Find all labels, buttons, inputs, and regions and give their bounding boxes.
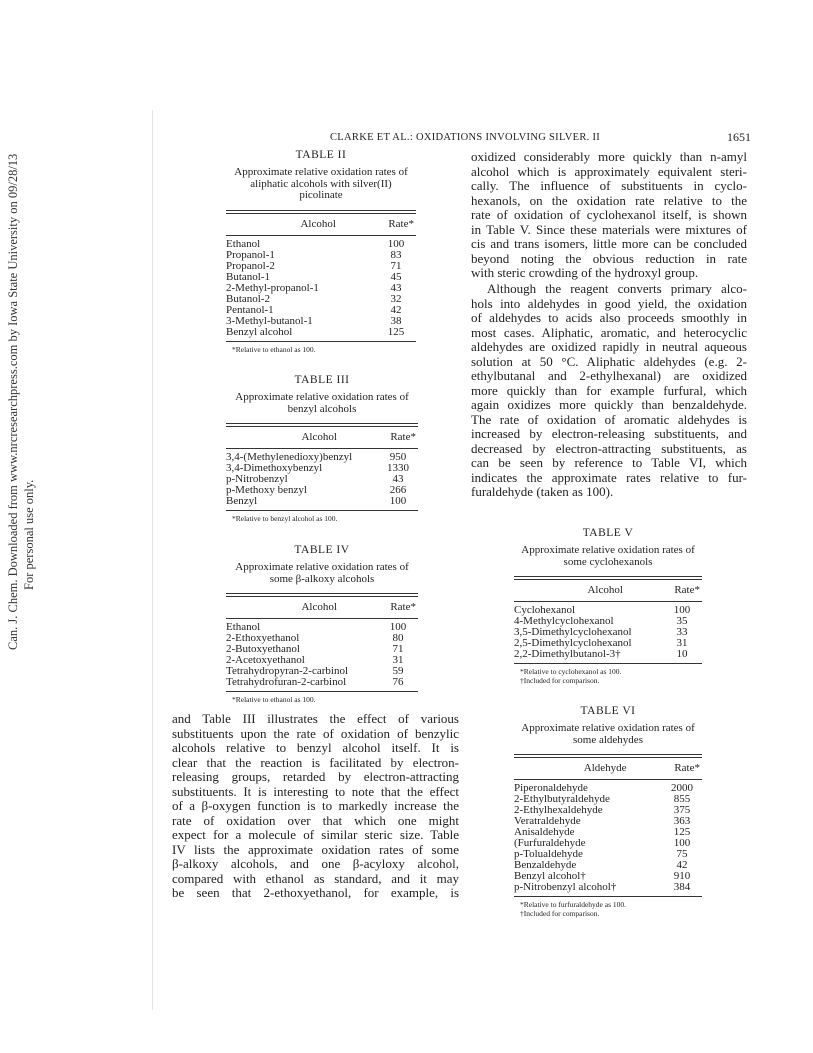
row-rate: 33	[676, 626, 688, 638]
table-footnotes	[226, 514, 418, 523]
row-rate: 32	[390, 292, 402, 305]
text-line: cis and trans isomers, little more can be concluded	[471, 236, 747, 251]
text-line: rate of oxidation over that which one might	[172, 812, 459, 828]
download-notice-line-2: For personal use only.	[22, 479, 36, 590]
row-name: (Furfuraldehyde	[514, 837, 586, 849]
table-title: TABLE II	[295, 149, 347, 161]
table-body	[514, 783, 702, 893]
table-title: TABLE VI	[580, 705, 636, 717]
row-rate: 43	[392, 473, 404, 485]
row-rate: 266	[389, 484, 407, 496]
table-row	[514, 649, 702, 660]
row-rate: 42	[676, 859, 688, 871]
table-header-rule	[226, 618, 418, 619]
table-header-rule	[514, 601, 702, 602]
row-name: Benzyl	[226, 495, 258, 507]
table-header-rule	[226, 235, 416, 236]
table-bottom-rule	[514, 896, 702, 897]
table-header-row	[226, 427, 418, 448]
row-name: 2-Acetoxyethanol	[226, 654, 305, 666]
text-line: decreased by electron-attracting substituents, as	[471, 440, 747, 456]
row-name: 2-Methyl-propanol-1	[226, 281, 319, 294]
table-bottom-rule	[226, 510, 418, 511]
text-line: can be seen by reference to Table VI, which	[471, 455, 747, 470]
text-line: hols into aldehydes in good yield, the oxidation	[471, 295, 747, 311]
row-rate: 125	[387, 325, 405, 338]
row-rate: 42	[390, 303, 402, 316]
row-name: 2-Ethylbutyraldehyde	[514, 793, 610, 805]
column-header-name: Alcohol	[300, 217, 336, 230]
table-title: TABLE V	[582, 527, 634, 539]
table-vi	[514, 706, 702, 918]
text-line: more quickly than for example furfural, which	[471, 382, 747, 398]
column-header-name: Alcohol	[301, 601, 337, 613]
table-caption: Approximate relative oxidation rates of benzyl alcohols	[235, 391, 409, 415]
text-line: alcohols relative to benzyl alcohol itself. It is	[172, 740, 459, 755]
row-rate: 855	[673, 793, 691, 805]
row-name: Piperonaldehyde	[514, 782, 588, 794]
text-line: alcohol which is approximately equivalent steri-	[471, 163, 747, 179]
text-line: substituents. It is interesting to note that the effect	[172, 783, 459, 799]
column-header-rate: Rate*	[674, 762, 700, 774]
row-rate: 375	[673, 804, 691, 816]
row-rate: 45	[390, 270, 402, 283]
row-name: p-Tolualdehyde	[514, 848, 583, 860]
table-row	[226, 272, 416, 283]
table-caption: Approximate relative oxidation rates of some aldehydes	[521, 722, 695, 746]
table-v	[514, 528, 702, 685]
table-footnotes	[514, 667, 702, 685]
row-name: Tetrahydropyran-2-carbinol	[226, 665, 349, 677]
table-iv	[226, 545, 418, 704]
row-name: 4-Methylcyclohexanol	[514, 615, 614, 627]
text-line: oxidized considerably more quickly than n-amyl	[471, 149, 747, 164]
table-bottom-rule	[226, 691, 418, 692]
table-row	[226, 316, 416, 327]
table-caption: Approximate relative oxidation rates of some β-alkoxy alcohols	[235, 561, 409, 585]
text-line: substituents upon the rate of oxidation of benzylic	[172, 725, 459, 741]
row-name: Ethanol	[226, 237, 261, 250]
table-footnotes	[226, 345, 416, 354]
table-row	[226, 250, 416, 261]
table-row	[226, 283, 416, 294]
row-rate: 71	[392, 643, 404, 655]
table-title: TABLE IV	[294, 544, 350, 556]
footnote: *Relative to furfuraldehyde as 100.	[520, 900, 627, 909]
column-header-name: Alcohol	[587, 584, 623, 596]
footnote: *Relative to cyclohexanol as 100.	[520, 667, 622, 676]
row-rate: 2000	[671, 782, 693, 794]
table-row	[226, 677, 418, 688]
row-rate: 76	[392, 676, 404, 688]
row-name: Benzyl alcohol†	[514, 870, 586, 882]
table-header-row	[226, 214, 416, 235]
row-name: p-Methoxy benzyl	[226, 484, 307, 496]
row-rate: 363	[673, 815, 691, 827]
table-body	[514, 605, 702, 660]
table-row	[514, 882, 702, 893]
column-header-rate: Rate*	[388, 217, 414, 230]
download-notice	[4, 153, 40, 760]
text-line: hexanols, on the oxidation rate relative to the	[471, 192, 747, 208]
row-name: Anisaldehyde	[514, 826, 575, 838]
text-line: IV lists the approximate oxidation rates of some	[172, 841, 459, 857]
text-line: releasing groups, retarded by electron-attracting	[172, 769, 459, 784]
text-line: indicates the approximate rates relative to fur-	[471, 469, 747, 485]
row-name: 2,5-Dimethylcyclohexanol	[514, 637, 632, 649]
row-name: 3,4-(Methylenedioxy)benzyl	[226, 451, 353, 463]
row-name: 2,2-Dimethylbutanol-3†	[514, 648, 621, 660]
text-line: again oxidizes more quickly than benzaldehyde.	[471, 397, 747, 412]
text-line: solution at 50 °C. Aliphatic aldehydes (e.g. 2-	[471, 353, 747, 369]
table-row	[226, 261, 416, 272]
footnote: †Included for comparison.	[520, 676, 600, 685]
text-line: aldehydes are oxidized rapidly in neutral aqueous	[471, 339, 747, 354]
text-line: The rate of oxidation of aromatic aldehydes is	[471, 411, 747, 427]
text-line: rate of oxidation of cyclohexanol itself, is shown	[471, 207, 747, 222]
row-rate: 384	[673, 881, 691, 893]
table-header-rule	[514, 779, 702, 780]
text-line: be seen that 2-ethoxyethanol, for example, is	[172, 885, 459, 900]
running-header: CLARKE ET AL.: OXIDATIONS INVOLVING SILVER. II	[330, 132, 601, 143]
table-header-row	[226, 597, 418, 618]
row-rate: 100	[673, 837, 691, 849]
row-name: Cyclohexanol	[514, 604, 576, 616]
row-rate: 31	[392, 654, 404, 666]
row-name: 3,4-Dimethoxybenzyl	[226, 462, 323, 474]
row-rate: 80	[392, 632, 404, 644]
page-number: 1651	[727, 130, 751, 144]
table-row	[226, 496, 418, 507]
row-rate: 35	[676, 615, 688, 627]
table-footnotes	[226, 695, 418, 704]
row-rate: 100	[673, 604, 691, 616]
table-footnotes	[514, 900, 702, 918]
row-rate: 100	[389, 621, 407, 633]
row-rate: 75	[676, 848, 688, 860]
column-header-name: Alcohol	[301, 431, 337, 443]
text-line: clear that the reaction is facilitated by electron-	[172, 754, 459, 770]
row-name: Ethanol	[226, 621, 261, 633]
text-line: of a β-oxygen function is to markedly increase the	[172, 798, 459, 813]
right-column-text-2	[471, 282, 747, 500]
text-line: compared with ethanol as standard, and it may	[172, 870, 459, 886]
text-line: increased by electron-releasing substituents, and	[471, 426, 747, 441]
left-column-text	[172, 712, 459, 901]
text-line: and Table III illustrates the effect of various	[172, 711, 459, 726]
row-rate: 83	[390, 248, 402, 261]
table-body	[226, 452, 418, 507]
row-name: 3,5-Dimethylcyclohexanol	[514, 626, 632, 638]
table-body	[226, 622, 418, 688]
table-header-rule	[226, 448, 418, 449]
row-name: Butanol-2	[226, 292, 270, 305]
text-line: ethylbutanal and 2-ethylhexanal) are oxidized	[471, 368, 747, 383]
footnote: *Relative to ethanol as 100.	[232, 695, 316, 704]
row-name: Pentanol-1	[226, 303, 274, 316]
table-title: TABLE III	[294, 374, 350, 386]
table-row	[226, 327, 416, 338]
row-name: 2-Ethylhexaldehyde	[514, 804, 603, 816]
row-name: Veratraldehyde	[514, 815, 581, 827]
text-line: Although the reagent converts primary alco-	[487, 281, 747, 296]
scan-margin-line	[152, 110, 153, 1010]
text-line: β-alkoxy alcohols, and one β-acyloxy alcohol,	[172, 856, 459, 871]
row-name: Benzyl alcohol	[226, 325, 293, 338]
column-header-name: Aldehyde	[583, 762, 627, 774]
row-rate: 43	[390, 281, 402, 294]
row-name: p-Nitrobenzyl alcohol†	[514, 881, 617, 893]
right-column-text-1	[471, 150, 747, 281]
text-line: with steric crowding of the hydroxyl group.	[471, 265, 699, 280]
text-line: beyond noting the obvious reduction in rate	[471, 250, 747, 266]
table-bottom-rule	[514, 663, 702, 664]
row-name: Propanol-2	[226, 259, 275, 272]
row-rate: 38	[390, 314, 402, 327]
table-row	[226, 239, 416, 250]
text-line: furaldehyde (taken as 100).	[471, 484, 614, 499]
row-rate: 100	[387, 237, 405, 250]
table-row	[226, 305, 416, 316]
table-caption: Approximate relative oxidation rates of some cyclohexanols	[521, 544, 695, 568]
row-name: Tetrahydrofuran-2-carbinol	[226, 676, 347, 688]
row-name: p-Nitrobenzyl	[226, 473, 288, 485]
row-rate: 100	[389, 495, 407, 507]
text-line: in Table V. Since these materials were mixtures of	[471, 221, 747, 237]
row-rate: 910	[673, 870, 691, 882]
row-name: 2-Butoxyethanol	[226, 643, 300, 655]
row-rate: 10	[676, 648, 688, 660]
footnote: †Included for comparison.	[520, 909, 600, 918]
table-ii	[226, 150, 416, 354]
text-line: most cases. Aliphatic, aromatic, and heterocyclic	[471, 324, 747, 340]
table-bottom-rule	[226, 341, 416, 342]
row-name: Benzaldehyde	[514, 859, 577, 871]
column-header-rate: Rate*	[390, 601, 416, 613]
footnote: *Relative to benzyl alcohol as 100.	[232, 514, 338, 523]
text-line: of aldehydes to acids also proceeds smoothly in	[471, 310, 747, 325]
download-notice-line-1: Can. J. Chem. Downloaded from www.nrcresearchpress.com by Iowa State University on 09/28/13	[6, 153, 20, 650]
footnote: *Relative to ethanol as 100.	[232, 344, 316, 354]
column-header-rate: Rate*	[674, 584, 700, 596]
table-row	[226, 294, 416, 305]
column-header-rate: Rate*	[390, 431, 416, 443]
table-body	[226, 239, 416, 338]
table-caption: Approximate relative oxidation rates of aliphatic alcohols with silver(II) picolinate	[234, 166, 408, 201]
table-iii	[226, 375, 418, 523]
row-rate: 59	[392, 665, 404, 677]
table-header-row	[514, 580, 702, 601]
row-name: Propanol-1	[226, 248, 275, 261]
row-name: Butanol-1	[226, 270, 270, 283]
row-name: 2-Ethoxyethanol	[226, 632, 300, 644]
text-line: expect for a molecule of similar steric size. Table	[172, 827, 459, 842]
row-rate: 125	[673, 826, 691, 838]
table-header-row	[514, 758, 702, 779]
text-line: cally. The influence of substituents in cyclo-	[471, 178, 747, 193]
row-rate: 31	[676, 637, 688, 649]
row-rate: 71	[390, 259, 402, 272]
row-name: 3-Methyl-butanol-1	[226, 314, 313, 327]
row-rate: 1330	[387, 462, 409, 474]
row-rate: 950	[389, 451, 407, 463]
